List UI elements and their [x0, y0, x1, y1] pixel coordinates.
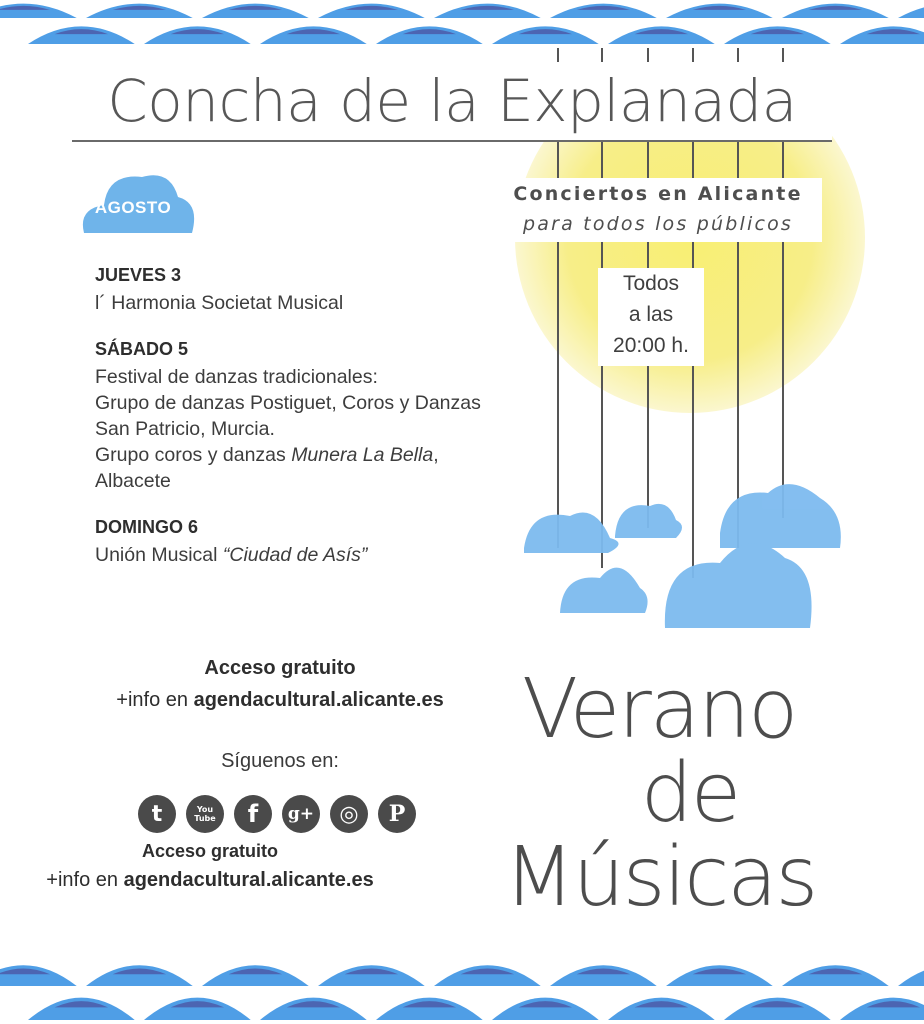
wave-scallop: [376, 998, 483, 1020]
wave-scallop: [28, 998, 135, 1020]
cloud-big: [665, 543, 812, 628]
wave-scallop: [608, 998, 715, 1020]
event-day: DOMINGO 6: [95, 517, 199, 537]
sun-clouds-illustration: [500, 48, 924, 688]
event-line: Grupo de danzas Postiguet, Coros y Danzas: [95, 392, 481, 414]
bottom-wave-pattern: [0, 952, 924, 1024]
subtitle-line-2: para todos los públicos: [522, 213, 794, 235]
main-title: [500, 662, 880, 925]
info-prefix: +info en: [46, 869, 124, 891]
access-info-repeat: [0, 838, 420, 896]
info-prefix: +info en: [116, 689, 194, 711]
event-line: [95, 542, 535, 568]
wave-scallop: [782, 965, 889, 986]
wave-scallop: [840, 26, 924, 44]
wave-scallop: [202, 4, 309, 18]
wave-scallop: [260, 26, 367, 44]
wave-scallop: [28, 26, 135, 44]
event-text: ,: [433, 444, 439, 466]
subtitle-line-1: Conciertos en Alicante: [513, 183, 803, 205]
wave-scallop: [144, 26, 251, 44]
wave-scallop: [724, 998, 831, 1020]
event-line: Festival de danzas tradicionales:: [95, 366, 378, 388]
wave-scallop: [0, 965, 77, 986]
main-title-word-1: Verano: [522, 662, 797, 757]
event-domingo: [95, 514, 535, 568]
wave-scallop: [202, 965, 309, 986]
wave-scallop: [434, 4, 541, 18]
time-line-3: 20:00 h.: [613, 334, 689, 357]
event-day: SÁBADO 5: [95, 339, 189, 359]
cloud-lower-left: [560, 568, 648, 613]
wave-scallop: [840, 998, 924, 1020]
main-title-word-2: de: [640, 746, 740, 841]
follow-label: Síguenos en:: [221, 750, 339, 772]
wave-scallop: [666, 965, 773, 986]
event-line: [95, 442, 535, 468]
wave-scallop: [376, 26, 483, 44]
google-plus-icon[interactable]: g+: [282, 795, 320, 833]
main-title-word-3: Músicas: [504, 830, 817, 925]
wave-scallop: [492, 26, 599, 44]
time-box: [598, 268, 704, 366]
twitter-icon[interactable]: t: [138, 795, 176, 833]
events-list: [95, 262, 535, 588]
wave-scallop: [608, 26, 715, 44]
instagram-icon[interactable]: ◎: [330, 795, 368, 833]
event-line: San Patricio, Murcia.: [95, 418, 275, 440]
wave-scallop: [260, 998, 367, 1020]
wave-scallop: [86, 4, 193, 18]
wave-scallop: [898, 965, 924, 986]
info-line: [0, 864, 420, 896]
wave-scallop: [0, 4, 77, 18]
wave-scallop: [144, 998, 251, 1020]
wave-scallop: [550, 4, 657, 18]
access-info: [60, 652, 500, 716]
social-icons: [138, 795, 428, 837]
youtube-icon[interactable]: You Tube: [186, 795, 224, 833]
cloud-small-top: [615, 504, 682, 538]
event-text: Grupo coros y danzas: [95, 444, 292, 466]
info-site-link[interactable]: agendacultural.alicante.es: [193, 689, 444, 711]
event-text-italic: Munera La Bella: [291, 444, 434, 466]
time-line-2: a las: [628, 303, 674, 326]
access-free-label: Acceso gratuito: [204, 657, 356, 679]
wave-scallop: [86, 965, 193, 986]
facebook-icon[interactable]: f: [234, 795, 272, 833]
wave-scallop: [492, 998, 599, 1020]
subtitle-box: [494, 178, 822, 242]
top-wave-pattern: [0, 0, 924, 52]
event-line: Albacete: [95, 470, 171, 492]
info-line: [60, 684, 500, 716]
event-sabado: [95, 336, 535, 494]
wave-scallop: [666, 4, 773, 18]
event-jueves: [95, 262, 535, 316]
event-text: Unión Musical: [95, 544, 223, 566]
info-site-link[interactable]: agendacultural.alicante.es: [123, 869, 374, 891]
month-badge-label: AGOSTO: [94, 198, 172, 217]
wave-scallop: [318, 4, 425, 18]
time-line-1: Todos: [622, 272, 680, 295]
cloud-left: [524, 512, 619, 553]
event-line: l´ Harmonia Societat Musical: [95, 292, 344, 314]
pinterest-icon[interactable]: P: [378, 795, 416, 833]
event-text-italic: “Ciudad de Asís”: [222, 544, 368, 566]
wave-scallop: [550, 965, 657, 986]
wave-scallop: [898, 4, 924, 18]
wave-scallop: [724, 26, 831, 44]
event-day: JUEVES 3: [95, 265, 182, 285]
access-free-label: Acceso gratuito: [141, 841, 279, 861]
wave-scallop: [434, 965, 541, 986]
wave-scallop: [782, 4, 889, 18]
page-title: Concha de la Explanada: [72, 62, 832, 142]
wave-scallop: [318, 965, 425, 986]
